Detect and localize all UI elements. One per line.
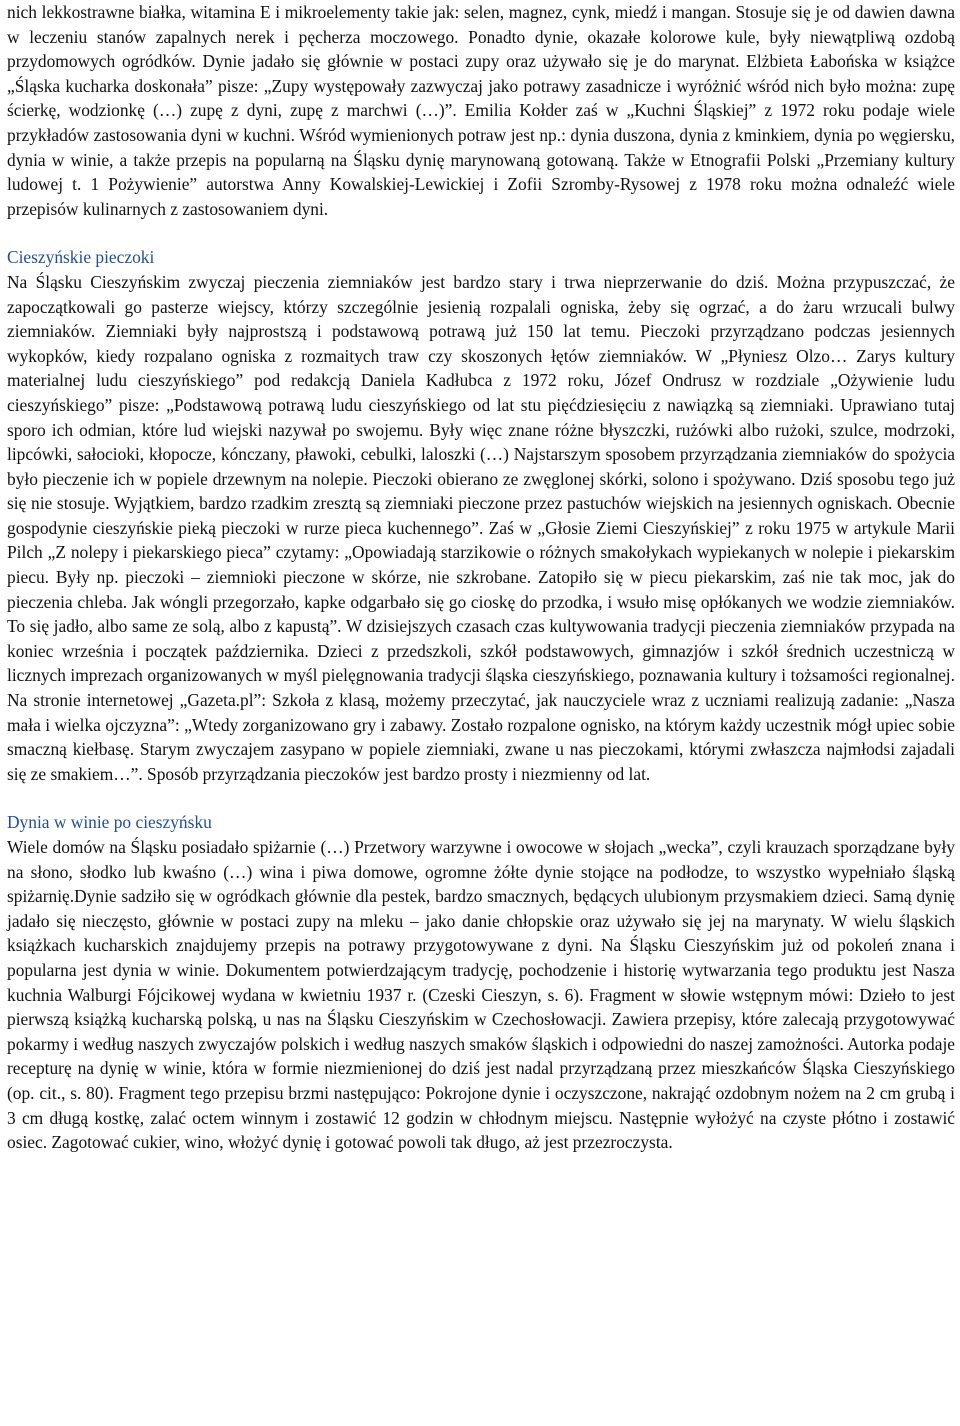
section-paragraph-dynia: Wiele domów na Śląsku posiadało spiżarnie (…) Przetwory warzywne i owocowe w słojach „wecka”, czyli krauzach sporządzane były na słono, słodko lub kwaśno (…) wina i piwa domowe, ogromne żółte dynie stojące na podłodze, to wszystko wypełniało śląską spiżarnię.Dynie sadziło się w ogródkach głównie dla pestek, bardzo smacznych, będących ulubionym przysmakiem dzieci. Samą dynię jadało się nieczęsto, głównie w postaci zupy na mleku – jako danie chłopskie oraz używało się jej na marynaty. W wielu śląskich książkach kucharskich znajdujemy przepis na potrawy przygotowywane z dyni. Na Śląsku Cieszyńskim już od pokoleń znana i popularna jest dynia w winie. Dokumentem potwierdzającym tradycję, pochodzenie i historię wytwarzania tego produktu jest Nasza kuchnia Walburgi Fójcikowej wydana w kwietniu 1937 r. (Czeski Cieszyn, s. 6). Fragment w słowie wstępnym mówi: Dzieło to jest pierwszą książką kucharską polską, u nas na Śląsku Cieszyńskim w Czechosłowacji. Zawiera przepisy, które zalecają przygotowywać pokarmy i według naszych zwyczajów polskich i według naszych smaków śląskich i odpowiedni do naszej zamożności. Autorka podaje recepturę na dynię w winie, która w formie niezmienionej do dziś jest nadal przyrządzaną przez mieszkańców Śląska Cieszyńskiego (op. cit., s. 80). Fragment tego przepisu brzmi następująco: Pokrojone dynie i oczyszczone, nakrająć ozdobnym nożem na 2 cm grubą i 3 cm długą kostkę, zalać octem winnym i zostawić 12 godzin w chłodnym miejscu. Następnie wyłożyć na czyste płótno i zostawić osiec. Zagotować cukier, wino, włożyć dynię i gotować powoli tak długo, aż jest przezroczysta. <box>7 837 955 1153</box>
intro-paragraph: nich lekkostrawne białka, witamina E i mikroelementy takie jak: selen, magnez, cynk, miedź i mangan. Stosuje się je od dawien dawna w leczeniu stanów zapalnych nerek i pęcherza moczowego. Ponadto dynie, okazałe kolorowe kule, były niewątpliwą ozdobą przydomowych ogródków. Dynie jadało się głównie w postaci zupy oraz używało się je do marynat. Elżbieta Łabońska w książce „Śląska kucharka doskonała” pisze: „Zupy występowały zazwyczaj jako potrawy zasadnicze i wyróżnić wśród nich było można: zupę ścierkę, wodzionkę (…) zupę z dyni, zupę z marchwi (…)”. Emilia Kołder zaś w „Kuchni Śląskiej” z 1972 roku podaje wiele przykładów zastosowania dyni w kuchni. Wśród wymienionych potraw jest np.: dynia duszona, dynia z kminkiem, dynia po węgiersku, dynia w winie, a także przepis na popularną na Śląsku dynię marynowaną gotowaną. Także w Etnografii Polski „Przemiany kultury ludowej t. 1 Pożywienie” autorstwa Anny Kowalskiej-Lewickiej i Zofii Szromby-Rysowej z 1978 roku można odnaleźć wiele przepisów kulinarnych z zastosowaniem dyni. <box>7 2 955 219</box>
section-dynia-w-winie <box>7 810 955 1154</box>
section-heading-dynia: Dynia w winie po cieszyńsku <box>7 812 212 833</box>
section-heading-pieczoki: Cieszyńskie pieczoki <box>7 247 155 268</box>
section-cieszynskie-pieczoki <box>7 245 955 786</box>
document-page <box>7 0 955 1155</box>
section-paragraph-pieczoki: Na Śląsku Cieszyńskim zwyczaj pieczenia ziemniaków jest bardzo stary i trwa nieprzerwanie do dziś. Można przypuszczać, że zapoczątkowali go pasterze wiejscy, którzy szczególnie jesienią rozpalali ogniska, żeby się ogrzać, a do żaru wrzucali bulwy ziemniaków. Ziemniaki były najprostszą i podstawową potrawą już 150 lat temu. Pieczoki przyrządzano podczas jesiennych wykopków, kiedy rozpalano ogniska z rozmaitych traw czy skoszonych łętów ziemniaków. W „Płyniesz Olzo… Zarys kultury materialnej ludu cieszyńskiego” pod redakcją Daniela Kadłubca z 1972 roku, Józef Ondrusz w rozdziale „Ożywienie ludu cieszyńskiego” pisze: „Podstawową potrawą ludu cieszyńskiego od lat stu pięćdziesięciu z nawiązką są ziemniaki. Uprawiano tutaj sporo ich odmian, które lud wiejski nazywał po swojemu. Były więc znane różne błyszczki, rużówki albo rużoki, szulce, modrzoki, lipcówki, sałocioki, kłopocze, kónczany, pławoki, cebulki, laloszki (…) Najstarszym sposobem przyrządzania ziemniaków do spożycia było pieczenie ich w popiele drzewnym na nolepie. Pieczoki obierano ze zwęglonej skórki, solono i spożywano. Dziś sposobu tego już się nie stosuje. Wyjątkiem, bardzo rzadkim zresztą są ziemniaki pieczone przez pastuchów wiejskich na jesiennych ogniskach. Obecnie gospodynie cieszyńskie pieką pieczoki w rurze pieca kuchennego”. Zaś w „Głosie Ziemi Cieszyńskiej” z roku 1975 w artykule Marii Pilch „Z nolepy i piekarskiego pieca” czytamy: „Opowiadają starzikowie o różnych smakołykach wypiekanych w nolepie i piekarskim piecu. Były np. pieczoki – ziemnioki pieczone w skórze, nie szkrobane. Zatopiło się w piecu piekarskim, zaś nie tak moc, jak do pieczenia chleba. Jak wóngli przegorzało, kapke odgarbało się go cioskę do przodka, i wsuło misę opłókanych we wodzie ziemniaków. To się jadło, albo same ze solą, albo z kapustą”. W dzisiejszych czasach czas kultywowania tradycji pieczenia ziemniaków przypada na koniec września i początek października. Dzieci z przedszkoli, szkół podstawowych, gimnazjów i szkół średnich uczestniczą w licznych imprezach organizowanych w myśl pielęgnowania tradycji śląska cieszyńskiego, poznawania kultury i tożsamości regionalnej. Na stronie internetowej „Gazeta.pl”: Szkoła z klasą, możemy przeczytać, jak nauczyciele wraz z uczniami realizują zadanie: „Nasza mała i wielka ojczyzna”: „Wtedy zorganizowano gry i zabawy. Zostało rozpalone ognisko, na którym każdy uczestnik mógł upiec sobie smaczną kiełbasę. Starym zwyczajem zasypano w popiele ziemniaki, zwane u nas pieczokami, którymi zwłaszcza najmłodsi zajadali się ze smakiem…”. Sposób przyrządzania pieczoków jest bardzo prosty i niezmienny od lat. <box>7 271 955 784</box>
